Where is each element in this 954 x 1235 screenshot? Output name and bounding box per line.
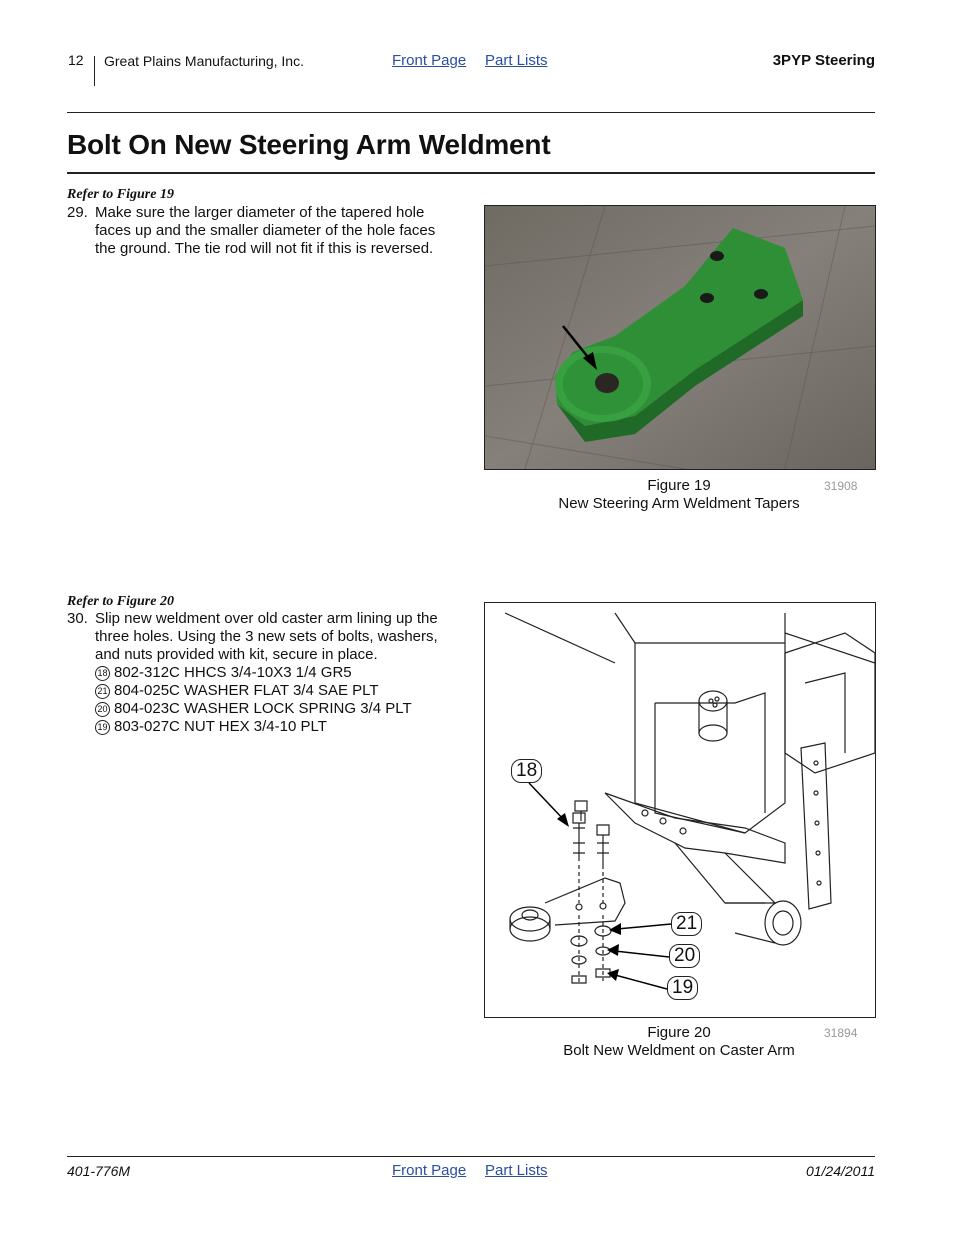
figure-20-ref-number: 31894 xyxy=(824,1026,858,1040)
section-title: 3PYP Steering xyxy=(772,52,875,69)
callout-arrows xyxy=(485,603,875,1017)
figure-20-caption xyxy=(484,1024,874,1060)
step-number: 29. xyxy=(67,204,88,221)
doc-date: 01/24/2011 xyxy=(805,1163,875,1179)
page-title: Bolt On New Steering Arm Weldment xyxy=(67,129,551,160)
figure-19-ref-number: 31908 xyxy=(824,479,858,493)
callout-21: 21 xyxy=(671,912,702,936)
figure-20-drawing xyxy=(484,602,876,1018)
header-divider xyxy=(94,56,95,86)
step-29 xyxy=(67,204,457,258)
part-item xyxy=(95,682,457,700)
step-number: 30. xyxy=(67,610,88,627)
part-text: 803-027C NUT HEX 3/4-10 PLT xyxy=(114,718,327,735)
figure-20-label: Figure 20 xyxy=(647,1024,711,1041)
part-item xyxy=(95,664,457,682)
callout-19: 19 xyxy=(667,976,698,1000)
refer-figure-19: Refer to Figure 19 xyxy=(67,187,174,202)
callout-18: 18 xyxy=(511,759,542,783)
title-rule xyxy=(67,172,875,174)
part-lists-link[interactable]: Part Lists xyxy=(485,52,548,69)
part-item xyxy=(95,718,457,736)
footer-front-page-link[interactable]: Front Page xyxy=(392,1162,467,1179)
header-rule xyxy=(67,112,875,113)
figure-19-caption xyxy=(484,477,874,513)
callout-20: 20 xyxy=(669,944,700,968)
part-text: 802-312C HHCS 3/4-10X3 1/4 GR5 xyxy=(114,664,352,681)
callout-badge: 21 xyxy=(95,684,110,699)
step-30 xyxy=(67,610,457,736)
part-text: 804-023C WASHER LOCK SPRING 3/4 PLT xyxy=(114,700,412,717)
callout-badge: 20 xyxy=(95,702,110,717)
step-text: Slip new weldment over old caster arm lining up the three holes. Using the 3 new sets of bolts, washers, and nuts provided with kit, secure in place. xyxy=(95,610,438,663)
figure-20-description: Bolt New Weldment on Caster Arm xyxy=(563,1042,795,1059)
part-text: 804-025C WASHER FLAT 3/4 SAE PLT xyxy=(114,682,379,699)
part-item xyxy=(95,700,457,718)
company-name: Great Plains Manufacturing, Inc. xyxy=(104,53,304,69)
front-page-link[interactable]: Front Page xyxy=(392,52,467,69)
step-text: Make sure the larger diameter of the tapered hole faces up and the smaller diameter of the hole faces the ground. The tie rod will not fit if this is reversed. xyxy=(95,204,436,257)
page-number: 12 xyxy=(68,52,84,68)
doc-number: 401-776M xyxy=(67,1163,131,1179)
figure-19-description: New Steering Arm Weldment Tapers xyxy=(558,495,800,512)
footer-part-lists-link[interactable]: Part Lists xyxy=(485,1162,548,1179)
figure-19-label: Figure 19 xyxy=(647,477,711,494)
callout-badge: 19 xyxy=(95,720,110,735)
figure-19-photo xyxy=(484,205,876,470)
callout-badge: 18 xyxy=(95,666,110,681)
refer-figure-20: Refer to Figure 20 xyxy=(67,594,174,609)
footer-rule xyxy=(67,1156,875,1157)
